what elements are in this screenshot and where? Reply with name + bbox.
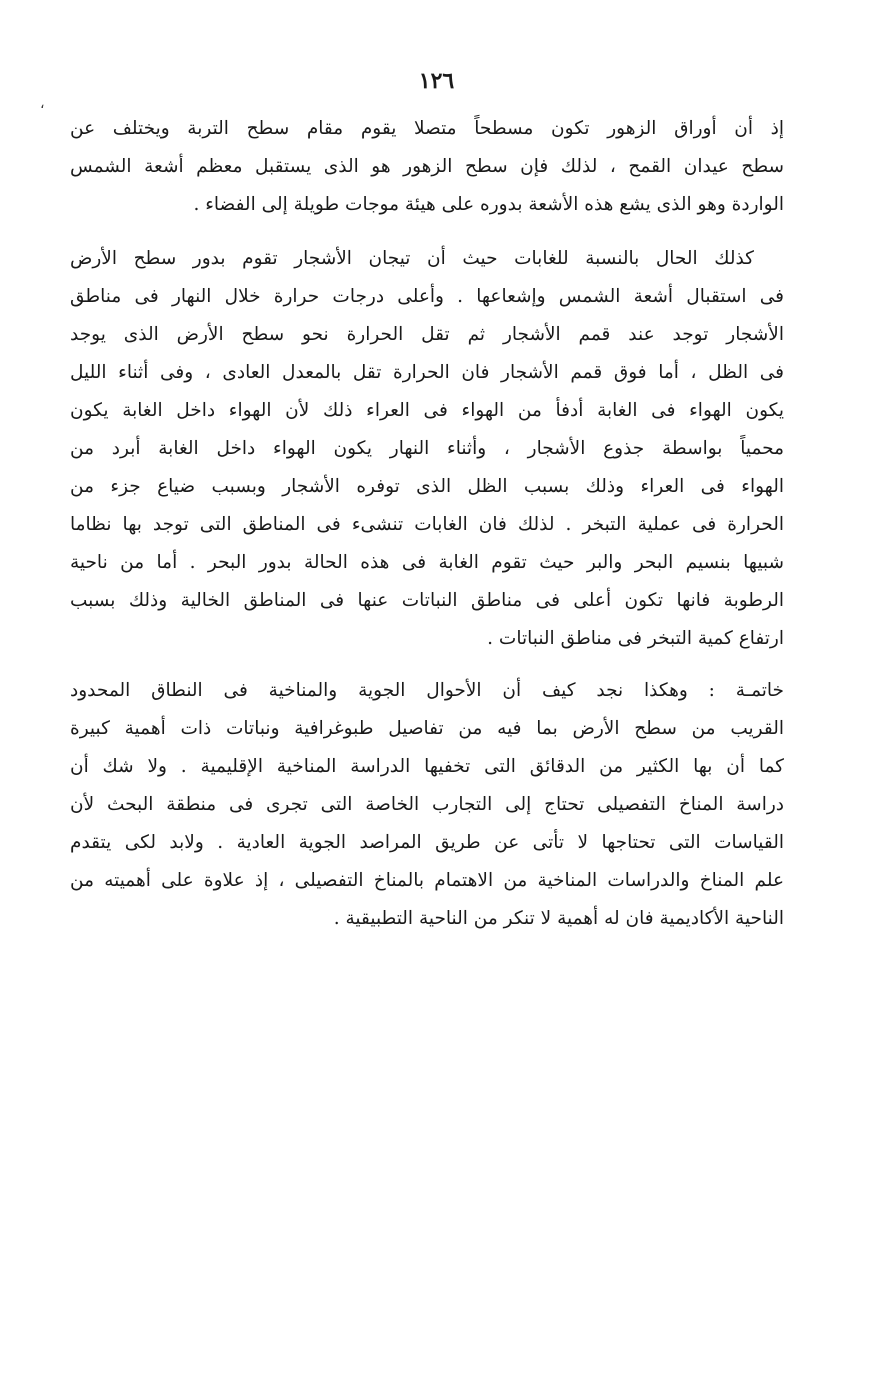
text-line: شبيها بنسيم البحر والبر حيث تقوم الغابة فى هذه الحالة بدور البحر . أما من ناحية xyxy=(70,552,784,573)
text-line: علم المناخ والدراسات المناخية من الاهتمام بالمناخ التفصيلى ، إذ علاوة على أهميته من xyxy=(70,870,784,891)
margin-mark: ، xyxy=(40,96,45,112)
text-line: محمياً بواسطة جذوع الأشجار ، وأثناء النهار يكون الهواء داخل الغابة أبرد من xyxy=(70,438,784,459)
text-line: كذلك الحال بالنسبة للغابات حيث أن تيجان الأشجار تقوم بدور سطح الأرض xyxy=(70,248,754,269)
paragraph-1 xyxy=(70,110,784,224)
text-line: الهواء فى العراء وذلك بسبب الظل الذى توفره الأشجار وبسبب ضياع جزء من xyxy=(70,476,784,497)
text-line: سطح عيدان القمح ، لذلك فإن سطح الزهور هو الذى يستقبل معظم أشعة الشمس xyxy=(70,156,784,177)
paragraph-2 xyxy=(70,240,784,658)
text-line: يكون الهواء فى الغابة أدفأ من الهواء فى العراء ذلك لأن الهواء داخل الغابة يكون xyxy=(70,400,784,421)
text-line: الواردة وهو الذى يشع هذه الأشعة بدوره على هيئة موجات طويلة إلى الفضاء . xyxy=(193,194,784,215)
text-line: كما أن بها الكثير من الدقائق التى تخفيها الدراسة المناخية الإقليمية . ولا شك أن xyxy=(70,756,784,777)
text-line: القريب من سطح الأرض بما فيه من تفاصيل طبوغرافية ونباتات ذات أهمية كبيرة xyxy=(70,718,784,739)
text-line: خاتمـة : وهكذا نجد كيف أن الأحوال الجوية والمناخية فى النطاق المحدود xyxy=(70,680,784,701)
text-line: فى الظل ، أما فوق قمم الأشجار فان الحرارة تقل بالمعدل العادى ، وفى أثناء الليل xyxy=(70,362,784,383)
page-number: ١٢٦ xyxy=(418,68,455,94)
text-line: إذ أن أوراق الزهور تكون مسطحاً متصلا يقوم مقام سطح التربة ويختلف عن xyxy=(70,118,784,139)
text-line: الرطوبة فانها تكون أعلى فى مناطق النباتات عنها فى المناطق الخالية وذلك بسبب xyxy=(70,590,784,611)
text-line: ارتفاع كمية التبخر فى مناطق النباتات . xyxy=(487,628,784,649)
text-line: القياسات التى تحتاجها لا تأتى عن طريق المراصد الجوية العادية . ولابد لكى يتقدم xyxy=(70,832,784,853)
text-line: الناحية الأكاديمية فان له أهمية لا تنكر من الناحية التطبيقية . xyxy=(333,908,784,929)
body-text xyxy=(70,110,784,954)
text-line: فى استقبال أشعة الشمس وإشعاعها . وأعلى درجات حرارة خلال النهار فى مناطق xyxy=(70,286,784,307)
text-line: الحرارة فى عملية التبخر . لذلك فان الغابات تنشىء فى المناطق التى توجد بها نظاما xyxy=(70,514,784,535)
text-line: الأشجار توجد عند قمم الأشجار ثم تقل الحرارة نحو سطح الأرض الذى يوجد xyxy=(70,324,784,345)
paragraph-3 xyxy=(70,672,784,938)
text-line: دراسة المناخ التفصيلى تحتاج إلى التجارب الخاصة التى تجرى فى منطقة البحث لأن xyxy=(70,794,784,815)
